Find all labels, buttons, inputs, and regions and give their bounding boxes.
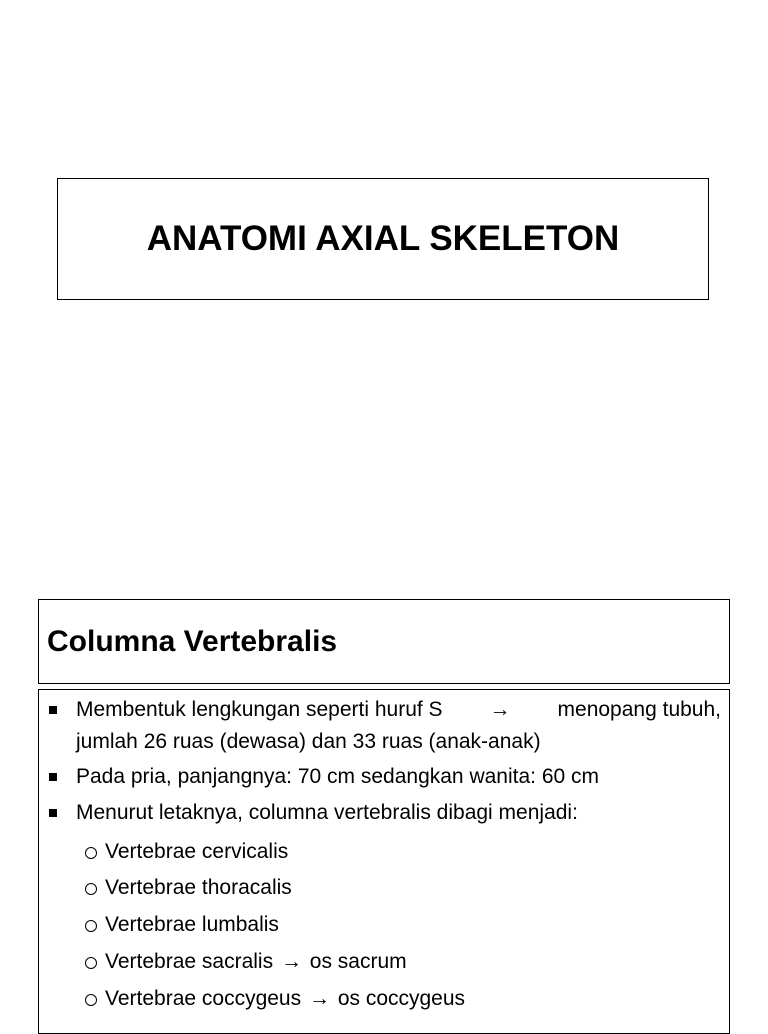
square-bullet-icon bbox=[49, 706, 57, 714]
sub-item-4-text-part-1: Vertebrae sacralis bbox=[105, 950, 274, 973]
sub-item-2 bbox=[85, 872, 292, 904]
bullet-1-text-part-2: menopang tubuh, bbox=[557, 698, 721, 721]
sub-item-2-text: Vertebrae thoracalis bbox=[105, 876, 292, 899]
circle-bullet-icon bbox=[85, 847, 97, 859]
sub-item-5-text-part-1: Vertebrae coccygeus bbox=[105, 987, 302, 1010]
slide-title: ANATOMI AXIAL SKELETON bbox=[146, 219, 620, 258]
circle-bullet-icon bbox=[85, 883, 97, 895]
bullet-1-line-1 bbox=[76, 694, 721, 726]
circle-bullet-icon bbox=[85, 994, 97, 1006]
arrow-right-icon: → bbox=[280, 950, 302, 973]
sub-item-3-text: Vertebrae lumbalis bbox=[105, 913, 279, 936]
bullet-1-line-2: jumlah 26 ruas (dewasa) dan 33 ruas (anak-anak) bbox=[76, 730, 541, 753]
sub-item-4 bbox=[85, 946, 407, 978]
arrow-right-icon: → bbox=[308, 987, 330, 1010]
circle-bullet-icon bbox=[85, 957, 97, 969]
arrow-right-icon: → bbox=[489, 698, 511, 721]
sub-item-5-text-part-2: os coccygeus bbox=[337, 987, 466, 1010]
circle-bullet-icon bbox=[85, 920, 97, 932]
sub-item-3 bbox=[85, 909, 279, 941]
sub-item-1 bbox=[85, 836, 288, 868]
bullet-2-text: Pada pria, panjangnya: 70 cm sedangkan wanita: 60 cm bbox=[76, 765, 600, 788]
sub-item-1-text: Vertebrae cervicalis bbox=[105, 840, 289, 863]
sub-item-4-text-part-2: os sacrum bbox=[309, 950, 407, 973]
slide-heading: Columna Vertebralis bbox=[47, 624, 338, 658]
content-box bbox=[38, 689, 730, 1034]
square-bullet-icon bbox=[49, 773, 57, 781]
title-slide-box bbox=[57, 178, 709, 300]
square-bullet-icon bbox=[49, 809, 57, 817]
bullet-3-text: Menurut letaknya, columna vertebralis dibagi menjadi: bbox=[76, 801, 578, 824]
bullet-1-text-part-1: Membentuk lengkungan seperti huruf S bbox=[76, 698, 443, 721]
heading-box bbox=[38, 599, 730, 684]
sub-item-5 bbox=[85, 983, 465, 1015]
